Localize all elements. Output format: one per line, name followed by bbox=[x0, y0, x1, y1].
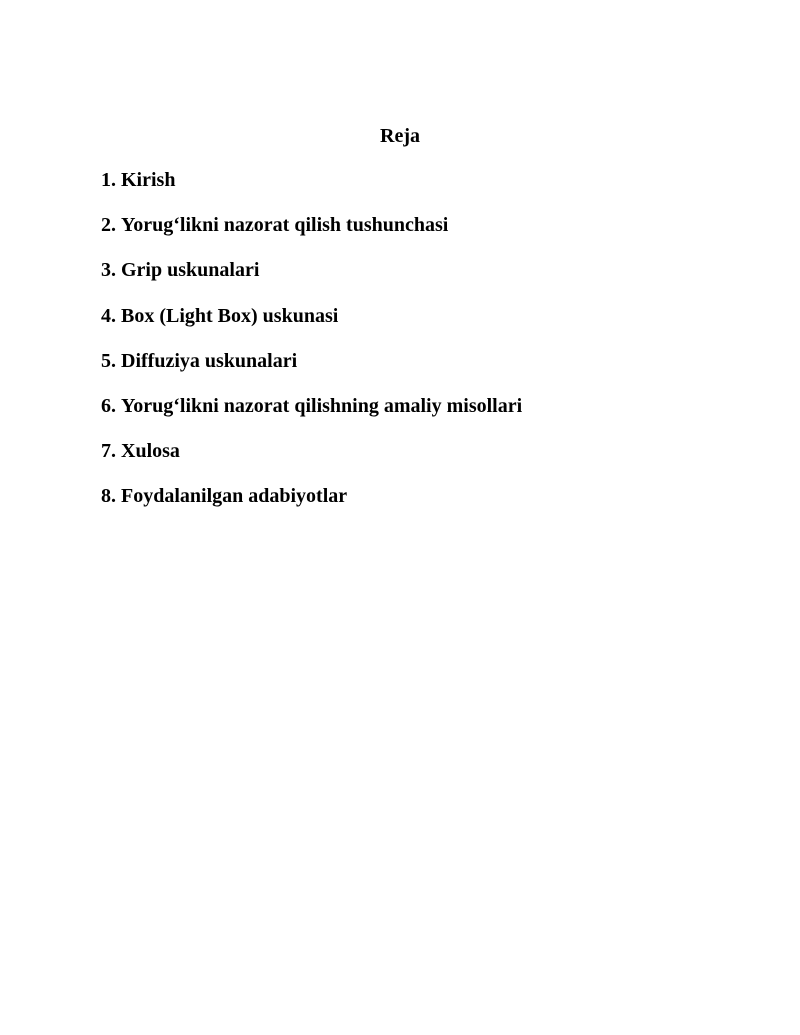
toc-number: 6. bbox=[101, 394, 116, 417]
page-title: Reja bbox=[380, 125, 420, 147]
toc-text: Diffuziya uskunalari bbox=[121, 349, 298, 372]
toc-item-8 bbox=[101, 484, 522, 529]
table-of-contents bbox=[101, 168, 522, 530]
toc-text: Xulosa bbox=[121, 440, 180, 463]
toc-item-2 bbox=[101, 213, 522, 258]
toc-text: Grip uskunalari bbox=[121, 259, 260, 282]
toc-number: 1. bbox=[101, 169, 116, 191]
toc-number: 3. bbox=[101, 259, 116, 282]
toc-item-1 bbox=[101, 168, 522, 213]
toc-text: Kirish bbox=[121, 169, 176, 191]
toc-text: Yorug‘likni nazorat qilishning amaliy misollari bbox=[121, 394, 523, 417]
toc-number: 7. bbox=[101, 440, 116, 463]
toc-item-6 bbox=[101, 394, 522, 439]
toc-text: Box (Light Box) uskunasi bbox=[121, 304, 339, 327]
toc-item-3 bbox=[101, 258, 522, 303]
toc-number: 4. bbox=[101, 304, 116, 327]
toc-text: Foydalanilgan adabiyotlar bbox=[121, 485, 348, 508]
toc-number: 8. bbox=[101, 485, 116, 508]
toc-item-4 bbox=[101, 304, 522, 349]
toc-item-7 bbox=[101, 439, 522, 484]
toc-text: Yorug‘likni nazorat qilish tushunchasi bbox=[121, 214, 449, 237]
toc-item-5 bbox=[101, 349, 522, 394]
toc-number: 5. bbox=[101, 349, 116, 372]
toc-number: 2. bbox=[101, 214, 116, 237]
